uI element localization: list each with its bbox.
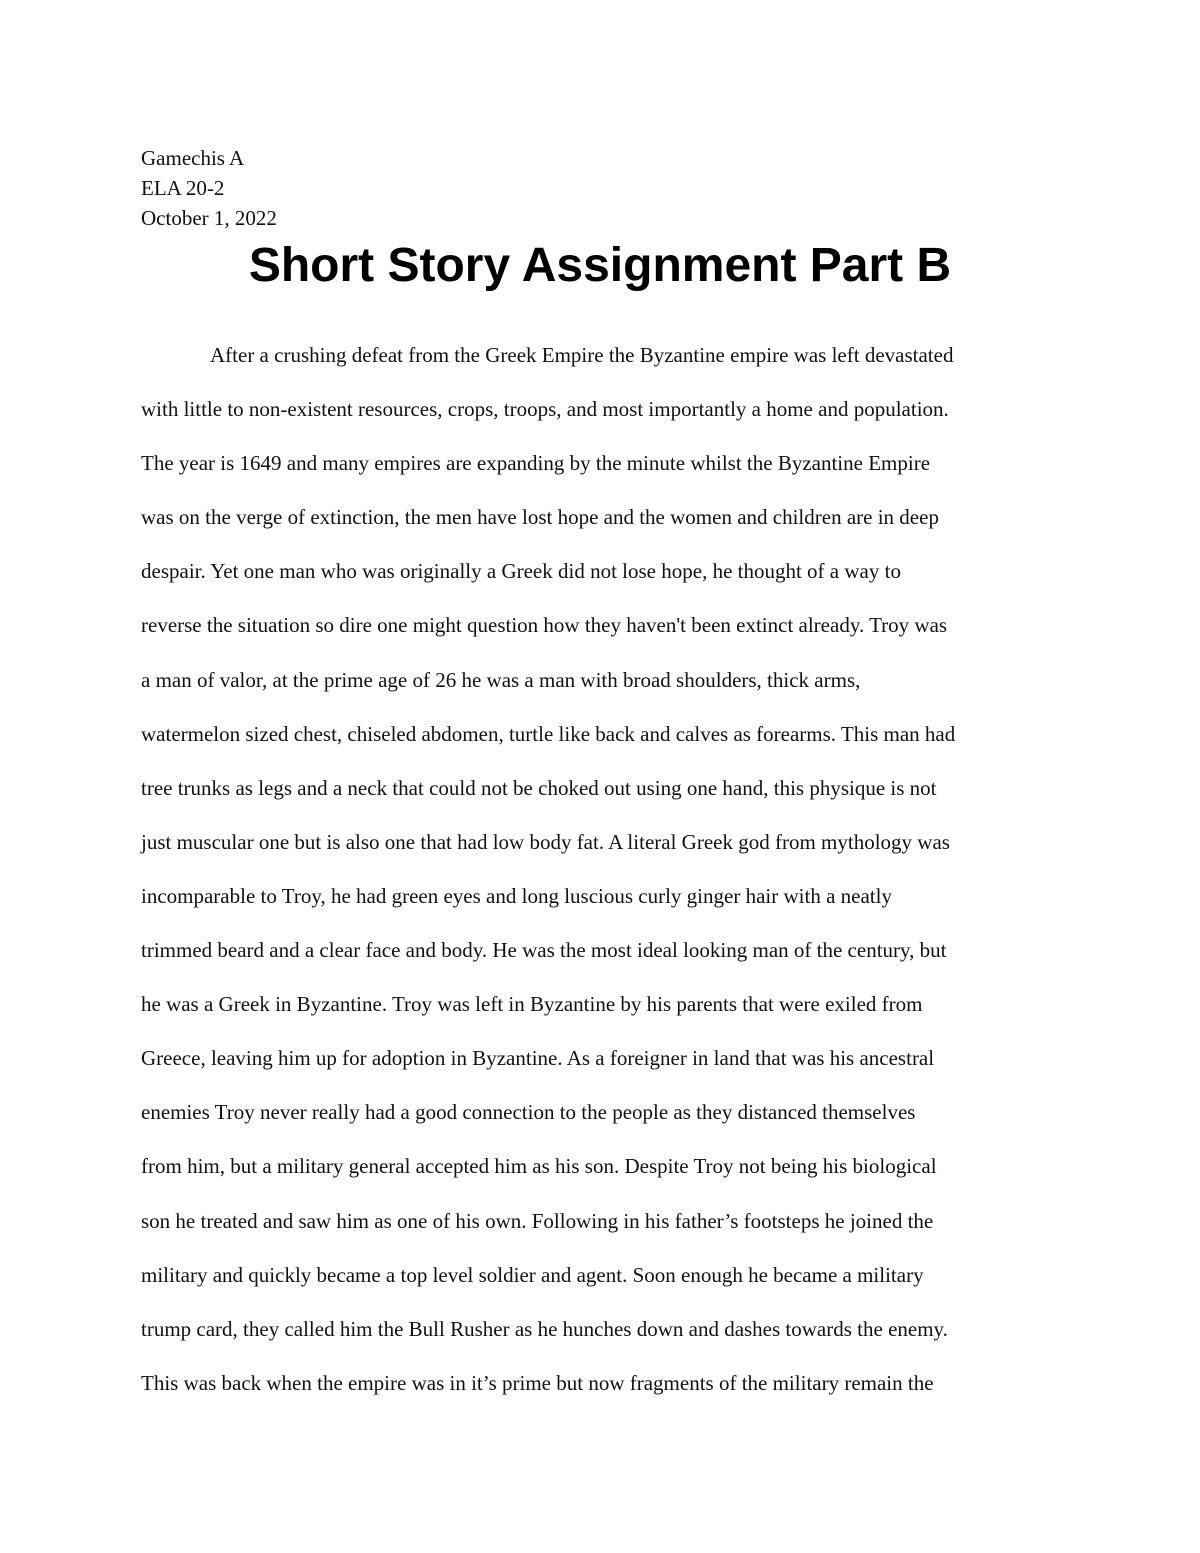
body-line: despair. Yet one man who was originally a Greek did not lose hope, he thought of a way to [141,559,901,584]
body-line: from him, but a military general accepted him as his son. Despite Troy not being his biological [141,1154,937,1179]
body-line: This was back when the empire was in it’s prime but now fragments of the military remain the [141,1370,934,1395]
body-line: he was a Greek in Byzantine. Troy was left in Byzantine by his parents that were exiled from [141,992,923,1017]
body-line: just muscular one but is also one that had low body fat. A literal Greek god from mythology was [141,829,950,854]
story-body [141,340,1071,1422]
body-line: military and quickly became a top level soldier and agent. Soon enough he became a military [141,1262,924,1287]
body-line: incomparable to Troy, he had green eyes and long luscious curly ginger hair with a neatly [141,883,892,908]
course-code: ELA 20-2 [141,176,225,200]
document-header [141,143,277,233]
body-line: After a crushing defeat from the Greek Empire the Byzantine empire was left devastated [210,343,954,367]
author-name: Gamechis A [141,146,245,170]
body-line: reverse the situation so dire one might question how they haven't been extinct already. Troy was [141,613,948,638]
body-line: watermelon sized chest, chiseled abdomen, turtle like back and calves as forearms. This man had [141,721,956,746]
body-line: with little to non-existent resources, crops, troops, and most importantly a home and population. [141,397,949,422]
body-line: son he treated and saw him as one of his own. Following in his father’s footsteps he joined the [141,1208,934,1233]
body-line: Greece, leaving him up for adoption in Byzantine. As a foreigner in land that was his ancestral [141,1046,935,1071]
document-title: Short Story Assignment Part B [248,239,952,292]
body-line: was on the verge of extinction, the men have lost hope and the women and children are in deep [141,505,939,530]
body-line: trimmed beard and a clear face and body. He was the most ideal looking man of the century, but [141,938,947,963]
body-line: a man of valor, at the prime age of 26 he was a man with broad shoulders, thick arms, [141,667,861,692]
body-line: The year is 1649 and many empires are expanding by the minute whilst the Byzantine Empire [141,451,931,476]
document-date: October 1, 2022 [141,206,277,230]
body-line: tree trunks as legs and a neck that could not be choked out using one hand, this physique is not [141,775,937,800]
body-line: trump card, they called him the Bull Rusher as he hunches down and dashes towards the enemy. [141,1316,948,1341]
body-line: enemies Troy never really had a good connection to the people as they distanced themselves [141,1100,916,1125]
